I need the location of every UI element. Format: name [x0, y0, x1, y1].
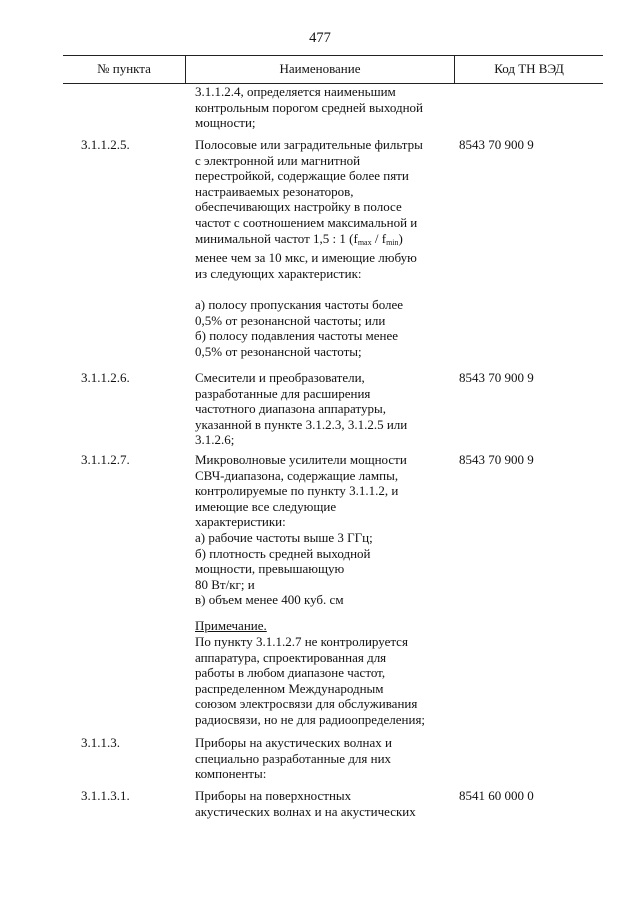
row-name-slash: / f — [371, 230, 387, 246]
row-name — [195, 137, 460, 281]
row-number: 3.1.1.3.1. — [81, 788, 130, 803]
row-name: Микроволновые усилители мощности СВЧ-диапазона, содержащие лампы, контролируемые по пункту 3.1.1.2, и имеющие все следующие характеристики: а) рабочие частоты выше 3 ГГц; б) плотность средней выходной мощности, превышающую 80 Вт/кг; и в) объем менее 400 куб. см — [195, 452, 407, 608]
row-number: 3.1.1.2.6. — [81, 370, 130, 385]
row-code: 8543 70 900 9 — [459, 370, 534, 385]
table-header — [63, 55, 603, 84]
row-name: Смесители и преобразователи, разработанные для расширения частотного диапазона аппаратуры, указанной в пункте 3.1.2.3, 3.1.2.5 или 3.1.2.6; — [195, 370, 408, 448]
row-number: 3.1.1.2.5. — [81, 137, 130, 152]
subscript-max: max — [357, 237, 372, 247]
row-code: 8543 70 900 9 — [459, 452, 534, 467]
header-number-column: № пункта — [97, 61, 151, 76]
header-code-column: Код ТН ВЭД — [494, 61, 564, 76]
header-name-column: Наименование — [279, 61, 361, 76]
row-name: Приборы на акустических волнах и специально разработанные для них компоненты: — [195, 735, 392, 782]
row-number: 3.1.1.3. — [81, 735, 120, 750]
row-number: 3.1.1.2.7. — [81, 452, 130, 467]
row-name-text: Полосовые или заградительные фильтры с электронной или магнитной перестройкой, содержащие более пяти настраиваемых резонаторов, обеспечивающих настройку в полосе частот с соотношением максимальной и минимальной частот 1,5 : 1 (f — [195, 137, 423, 246]
note-title: Примечание. — [195, 618, 267, 633]
page-number: 477 — [309, 30, 331, 46]
row-name: Приборы на поверхностных акустических волнах и на акустических — [195, 788, 416, 819]
row-name-text-end: ) менее чем за 10 мкс, и имеющие любую из следующих характеристик: — [195, 230, 417, 281]
row-characteristics-list: а) полосу пропускания частоты более 0,5% от резонансной частоты; или б) полосу подавления частоты менее 0,5% от резонансной частоты; — [195, 297, 404, 359]
row-code: 8543 70 900 9 — [459, 137, 534, 152]
row-code: 8541 60 000 0 — [459, 788, 534, 803]
subscript-min: min — [386, 237, 399, 247]
row-continuation-name: 3.1.1.2.4, определяется наименьшим контрольным порогом средней выходной мощности; — [195, 84, 424, 131]
note-text: По пункту 3.1.1.2.7 не контролируется аппаратура, спроектированная для работы в любом диапазоне частот, распределенном Международным союзом электросвязи для обслуживания радиосвязи, но не для радиоопределения; — [195, 634, 426, 727]
